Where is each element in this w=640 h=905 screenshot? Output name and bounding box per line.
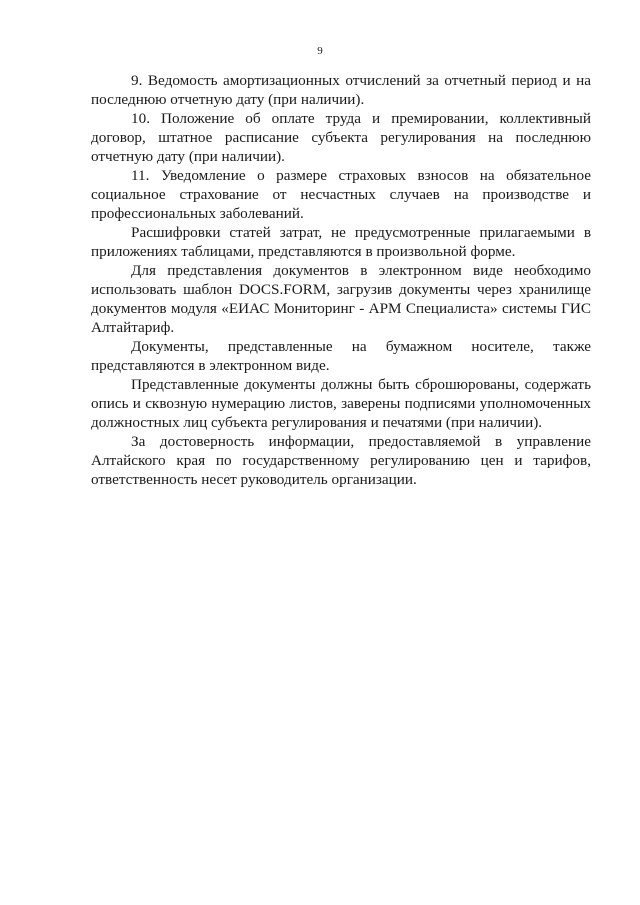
paragraph-binding-requirements: Представленные документы должны быть сброшюрованы, содержать опись и сквозную нумерацию листов, заверены подписями уполномоченных должностных лиц субъекта регулирования и печатями (при наличии).: [91, 376, 591, 431]
paragraph-paper-documents: Документы, представленные на бумажном носителе, также представляются в электронном виде.: [91, 338, 591, 374]
paragraph-item-10: 10. Положение об оплате труда и премировании, коллективный договор, штатное расписание субъекта регулирования на последнюю отчетную дату (при наличии).: [91, 110, 591, 165]
paragraph-responsibility: За достоверность информации, предоставляемой в управление Алтайского края по государственному регулированию цен и тарифов, ответственность несет руководитель организации.: [91, 433, 591, 488]
paragraph-electronic-submission: Для представления документов в электронном виде необходимо использовать шаблон DOCS.FORM, загрузив документы через хранилище документов модуля «ЕИАС Мониторинг - АРМ Специалиста» системы ГИС Алтайтариф.: [91, 262, 591, 336]
page-number: 9: [317, 45, 323, 57]
paragraph-item-9: 9. Ведомость амортизационных отчислений за отчетный период и на последнюю отчетную дату (при наличии).: [91, 72, 591, 108]
paragraph-item-11: 11. Уведомление о размере страховых взносов на обязательное социальное страхование от несчастных случаев на производстве и профессиональных заболеваний.: [91, 167, 591, 222]
paragraph-cost-breakdown: Расшифровки статей затрат, не предусмотренные прилагаемыми в приложениях таблицами, представляются в произвольной форме.: [91, 224, 591, 260]
document-body: [91, 71, 591, 489]
